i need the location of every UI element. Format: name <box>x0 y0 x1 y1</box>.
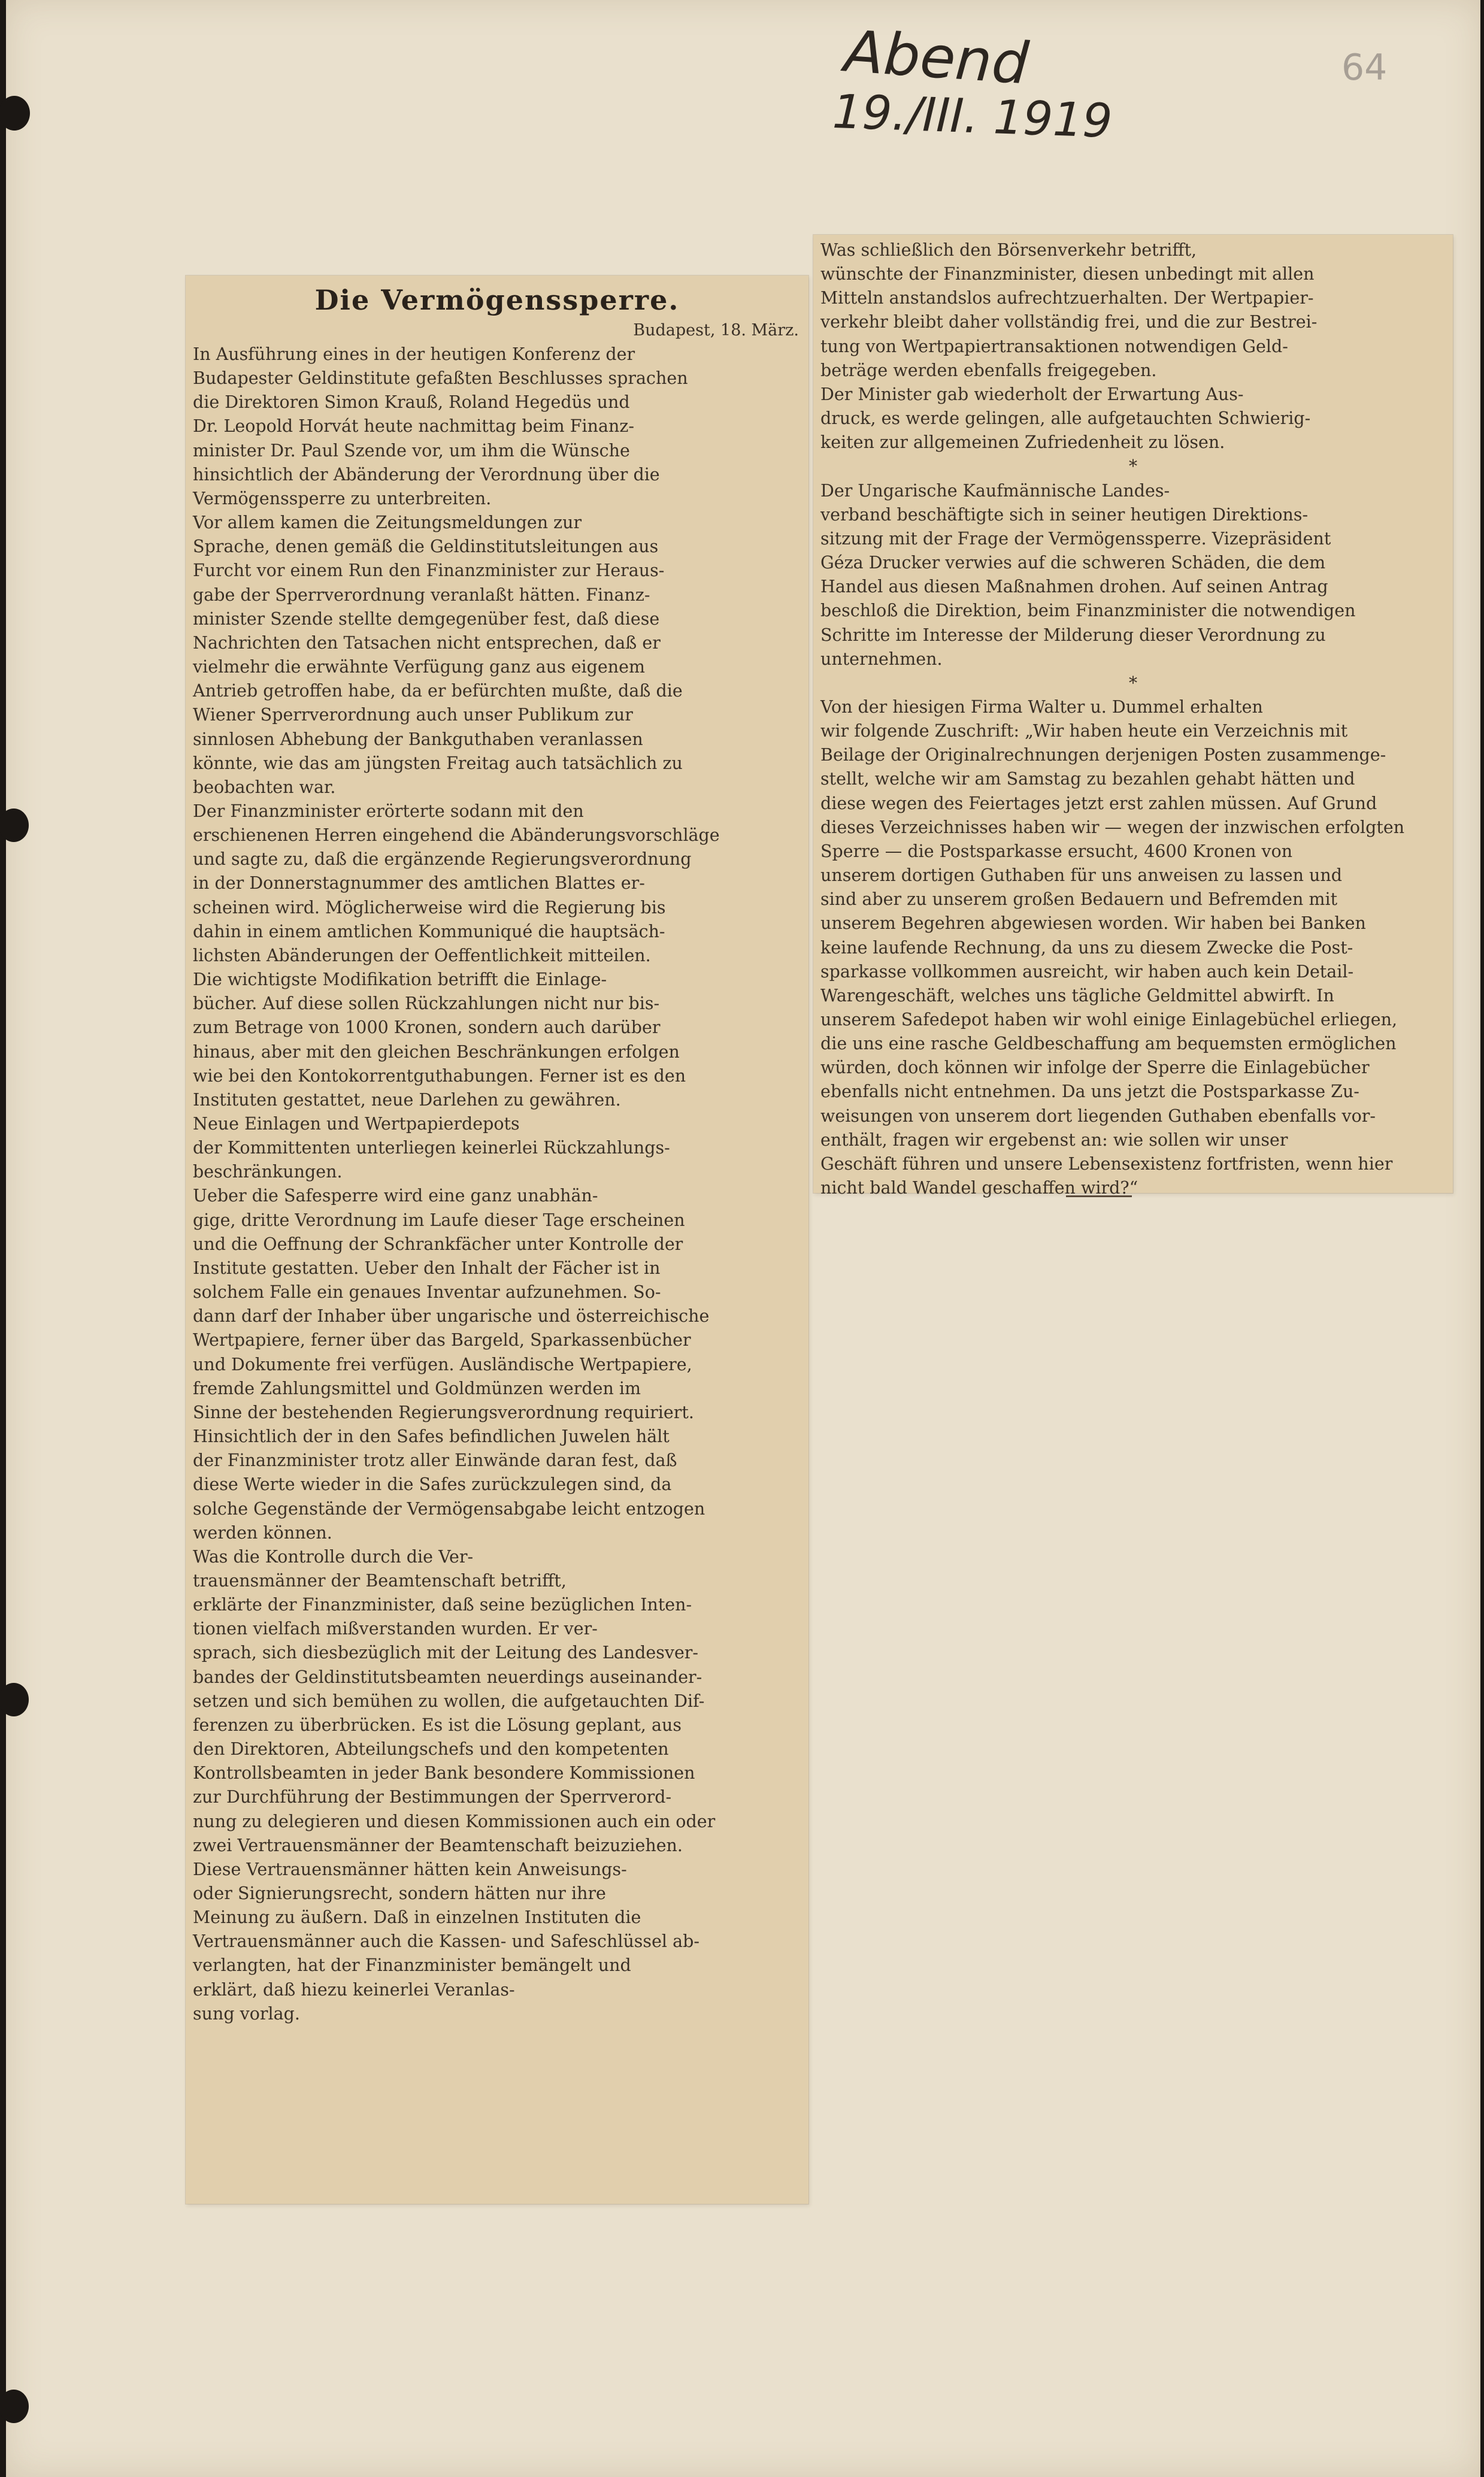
article-line: Sinne der bestehenden Regierungsverordnung requiriert. <box>193 1402 694 1422</box>
article-line: Furcht vor einem Run den Finanzminister zur Heraus- <box>193 561 665 581</box>
article-line: Sperre — die Postsparkasse ersucht, 4600 Kronen von <box>820 841 1293 861</box>
article-line: wünschte der Finanzminister, diesen unbedingt mit allen <box>820 264 1315 284</box>
article-line: bücher. Auf diese sollen Rückzahlungen nicht nur bis- <box>193 994 660 1014</box>
article-line: nicht bald Wandel geschaffen wird?“ <box>820 1178 1138 1198</box>
article-line: Der Minister gab wiederholt der Erwartung Aus- <box>820 384 1244 404</box>
article-line: zur Durchführung der Bestimmungen der Sperrverord- <box>193 1787 672 1807</box>
article-line: Instituten gestattet, neue Darlehen zu gewähren. <box>193 1089 621 1110</box>
article-line: minister Szende stellte demgegenüber fest, daß diese <box>193 608 660 629</box>
article-line: Wiener Sperrverordnung auch unser Publikum zur <box>193 705 633 725</box>
article-line: diese Werte wieder in die Safes zurückzulegen sind, da <box>193 1474 672 1495</box>
article-line: nung zu delegieren und diesen Kommissionen auch ein oder <box>193 1811 716 1831</box>
punch-hole <box>0 2390 29 2423</box>
article-line: Nachrichten den Tatsachen nicht entsprechen, daß er <box>193 632 661 653</box>
article-line: diese wegen des Feiertages jetzt erst zahlen müssen. Auf Grund <box>820 793 1377 813</box>
article-line: * <box>1128 456 1138 477</box>
article-line: Meinung zu äußern. Daß in einzelnen Instituten die <box>193 1907 641 1928</box>
article-line: und die Oeffnung der Schrankfächer unter Kontrolle der <box>193 1234 683 1254</box>
article-line: erschienenen Herren eingehend die Abänderungsvorschläge <box>193 825 720 846</box>
article-line: Antrieb getroffen habe, da er befürchten mußte, daß die <box>193 681 683 701</box>
article-line: fremde Zahlungsmittel und Goldmünzen werden im <box>193 1378 641 1398</box>
archive-sheet <box>6 0 1480 2477</box>
article-line: beträge werden ebenfalls freigegeben. <box>820 360 1157 380</box>
article-left-body <box>193 343 801 2026</box>
article-line: stellt, welche wir am Samstag zu bezahlen gehabt hätten und <box>820 769 1355 789</box>
end-rule <box>1066 1195 1132 1197</box>
article-line: unternehmen. <box>820 649 943 669</box>
article-line: Schritte im Interesse der Milderung dieser Verordnung zu <box>820 625 1326 645</box>
clipping-left <box>186 275 808 2204</box>
article-line: Vertrauensmänner auch die Kassen- und Safeschlüssel ab- <box>193 1931 699 1952</box>
article-line: keiten zur allgemeinen Zufriedenheit zu lösen. <box>820 432 1225 453</box>
article-line: Die wichtigste Modifikation betrifft die Einlage- <box>193 970 607 990</box>
article-line: wie bei den Kontokorrentguthabungen. Ferner ist es den <box>193 1065 686 1086</box>
article-line: bandes der Geldinstitutsbeamten neuerdings auseinander- <box>193 1667 702 1687</box>
article-line: beschloß die Direktion, beim Finanzminister die notwendigen <box>820 601 1356 621</box>
article-line: dann darf der Inhaber über ungarische und österreichische <box>193 1306 710 1327</box>
article-line: Der Ungarische Kaufmännische Landes- <box>820 480 1170 501</box>
article-line: hinaus, aber mit den gleichen Beschränkungen erfolgen <box>193 1041 680 1062</box>
article-line: minister Dr. Paul Szende vor, um ihm die Wünsche <box>193 440 630 461</box>
article-line: Wertpapiere, ferner über das Bargeld, Sparkassenbücher <box>193 1330 691 1350</box>
article-line: setzen und sich bemühen zu wollen, die aufgetauchten Dif- <box>193 1691 705 1711</box>
article-line: Vor allem kamen die Zeitungsmeldungen zur <box>193 513 582 533</box>
article-line: den Direktoren, Abteilungschefs und den kompetenten <box>193 1739 669 1760</box>
article-line: der Kommittenten unterliegen keinerlei Rückzahlungs- <box>193 1138 670 1158</box>
article-line: Mitteln anstandslos aufrechtzuerhalten. Der Wertpapier- <box>820 288 1314 308</box>
article-line: tionen vielfach mißverstanden wurden. Er ver- <box>193 1619 598 1639</box>
article-line: keine laufende Rechnung, da uns zu diesem Zwecke die Post- <box>820 937 1353 958</box>
article-line: erklärte der Finanzminister, daß seine bezüglichen Inten- <box>193 1595 692 1615</box>
clipping-right <box>813 235 1453 1198</box>
pencil-page-number: 64 <box>1341 47 1388 89</box>
article-line: solche Gegenstände der Vermögensabgabe leicht entzogen <box>193 1498 705 1519</box>
article-line: werden können. <box>193 1522 332 1543</box>
article-line: solchem Falle ein genaues Inventar aufzunehmen. So- <box>193 1282 661 1303</box>
article-line: druck, es werde gelingen, alle aufgetauchten Schwierig- <box>820 408 1311 429</box>
article-line: sind aber zu unserem großen Bedauern und Befremden mit <box>820 889 1338 910</box>
article-line: Von der hiesigen Firma Walter u. Dummel erhalten <box>820 697 1263 717</box>
handwritten-date: 19./III. 1919 <box>831 84 1113 149</box>
article-line: Der Finanzminister erörterte sodann mit den <box>193 801 584 821</box>
article-line: verband beschäftigte sich in seiner heutigen Direktions- <box>820 504 1309 525</box>
article-line: ebenfalls nicht entnehmen. Da uns jetzt die Postsparkasse Zu- <box>820 1082 1359 1102</box>
article-line: beschränkungen. <box>193 1162 343 1182</box>
article-line: oder Signierungsrecht, sondern hätten nur ihre <box>193 1884 606 1903</box>
article-line: Was die Kontrolle durch die Ver- <box>193 1546 474 1567</box>
article-line: Institute gestatten. Ueber den Inhalt der Fächer ist in <box>193 1258 661 1278</box>
article-line: der Finanzminister trotz aller Einwände daran fest, daß <box>193 1451 677 1471</box>
article-line: Warengeschäft, welches uns tägliche Geldmittel abwirft. In <box>820 985 1334 1006</box>
punch-hole <box>0 96 30 131</box>
article-line: sitzung mit der Frage der Vermögenssperre. Vizepräsident <box>820 528 1331 549</box>
article-line: Hinsichtlich der in den Safes befindlichen Juwelen hält <box>193 1427 670 1447</box>
article-line: und Dokumente frei verfügen. Ausländische Wertpapiere, <box>193 1354 692 1374</box>
article-line: Géza Drucker verwies auf die schweren Schäden, die dem <box>820 553 1326 573</box>
article-line: weisungen von unserem dort liegenden Guthaben ebenfalls vor- <box>820 1106 1376 1126</box>
article-line: gabe der Sperrverordnung veranlaßt hätten. Finanz- <box>193 585 650 605</box>
article-line: Geschäft führen und unsere Lebensexistenz fortfristen, wenn hier <box>820 1153 1393 1174</box>
article-line: ferenzen zu überbrücken. Es ist die Lösung geplant, aus <box>193 1715 682 1735</box>
article-title: Die Vermögenssperre. <box>314 284 680 316</box>
article-line: hinsichtlich der Abänderung der Verordnung über die <box>193 464 660 485</box>
article-line: unserem Begehren abgewiesen worden. Wir haben bei Banken <box>820 913 1366 934</box>
article-line: und sagte zu, daß die ergänzende Regierungsverordnung <box>193 849 692 870</box>
article-right-body <box>820 238 1446 1200</box>
article-line: Vermögenssperre zu unterbreiten. <box>193 488 492 508</box>
article-line: Beilage der Originalrechnungen derjenigen Posten zusammenge- <box>820 745 1386 765</box>
article-line: sung vorlag. <box>193 2003 300 2024</box>
article-line: * <box>1128 673 1138 693</box>
article-line: Diese Vertrauensmänner hätten kein Anweisungs- <box>193 1859 627 1879</box>
article-line: die uns eine rasche Geldbeschaffung am bequemsten ermöglichen <box>820 1034 1397 1054</box>
handwritten-source: Abend <box>842 17 1031 98</box>
punch-hole <box>0 808 29 842</box>
article-line: vielmehr die erwähnte Verfügung ganz aus eigenem <box>193 657 646 677</box>
article-line: scheinen wird. Möglicherweise wird die Regierung bis <box>193 897 666 917</box>
article-line: Neue Einlagen und Wertpapierdepots <box>193 1114 520 1134</box>
article-line: die Direktoren Simon Krauß, Roland Hegedüs und <box>193 392 630 413</box>
article-line: Budapester Geldinstitute gefaßten Beschlusses sprachen <box>193 368 688 389</box>
article-line: unserem Safedepot haben wir wohl einige Einlagebüchel erliegen, <box>820 1010 1398 1029</box>
article-line: sinnlosen Abhebung der Bankguthaben veranlassen <box>193 729 643 749</box>
punch-hole <box>0 1683 29 1716</box>
article-line: gige, dritte Verordnung im Laufe dieser Tage erscheinen <box>193 1210 685 1230</box>
article-line: erklärt, daß hiezu keinerlei Veranlas- <box>193 1979 515 2000</box>
article-line: enthält, fragen wir ergebenst an: wie sollen wir unser <box>820 1130 1288 1150</box>
article-line: würden, doch können wir infolge der Sperre die Einlagebücher <box>820 1058 1370 1078</box>
article-line: lichsten Abänderungen der Oeffentlichkeit mitteilen. <box>193 945 651 965</box>
article-line: verlangten, hat der Finanzminister bemängelt und <box>193 1955 631 1976</box>
article-line: dieses Verzeichnisses haben wir — wegen der inzwischen erfolgten <box>820 817 1405 837</box>
article-line: Kontrollsbeamten in jeder Bank besondere Kommissionen <box>193 1763 695 1783</box>
article-line: Dr. Leopold Horvát heute nachmittag beim Finanz- <box>193 416 634 437</box>
article-line: könnte, wie das am jüngsten Freitag auch tatsächlich zu <box>193 753 683 773</box>
article-line: Was schließlich den Börsenverkehr betrifft, <box>820 240 1197 260</box>
article-line: beobachten war. <box>193 777 336 797</box>
article-line: verkehr bleibt daher vollständig frei, und die zur Bestrei- <box>820 312 1318 332</box>
article-line: wir folgende Zuschrift: „Wir haben heute ein Verzeichnis mit <box>820 721 1348 741</box>
article-line: unserem dortigen Guthaben für uns anweisen zu lassen und <box>820 865 1342 886</box>
article-dateline: Budapest, 18. März. <box>633 321 799 340</box>
article-line: zum Betrage von 1000 Kronen, sondern auch darüber <box>193 1018 661 1038</box>
article-line: sparkasse vollkommen ausreicht, wir haben auch kein Detail- <box>820 961 1354 982</box>
article-line: Sprache, denen gemäß die Geldinstitutsleitungen aus <box>193 537 659 557</box>
article-line: Ueber die Safesperre wird eine ganz unabhän- <box>193 1186 598 1206</box>
article-line: In Ausführung eines in der heutigen Konferenz der <box>193 344 635 364</box>
article-line: tung von Wertpapiertransaktionen notwendigen Geld- <box>820 336 1288 356</box>
article-line: Handel aus diesen Maßnahmen drohen. Auf seinen Antrag <box>820 577 1328 597</box>
article-line: in der Donnerstagnummer des amtlichen Blattes er- <box>193 873 645 894</box>
article-line: sprach, sich diesbezüglich mit der Leitung des Landesver- <box>193 1643 699 1663</box>
article-line: dahin in einem amtlichen Kommuniqué die hauptsäch- <box>193 921 665 941</box>
article-line: trauensmänner der Beamtenschaft betrifft, <box>193 1570 567 1591</box>
article-line: zwei Vertrauensmänner der Beamtenschaft beizuziehen. <box>193 1835 683 1855</box>
